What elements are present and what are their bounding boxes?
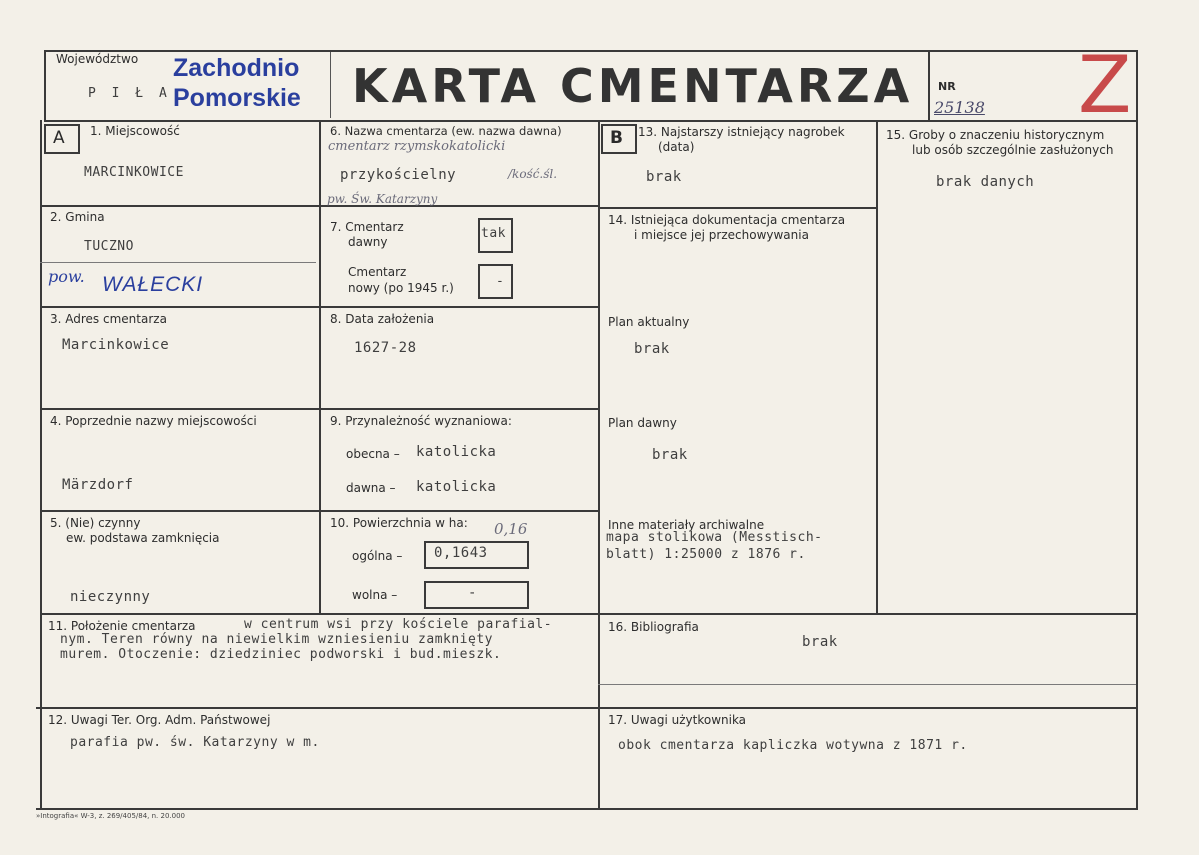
f6-handwritten-typed: /kość.śl. [508,167,558,181]
row-2-3 [40,306,320,308]
f6-handwritten-2: pw. Św. Katarzyny [327,192,438,206]
category-letter: Z [1078,41,1132,131]
f15-label-2: lub osób szczególnie zasłużonych [912,143,1114,157]
frame-right [1136,50,1138,810]
f6-typed: przykościelny [340,167,457,183]
f11-label: 11. Położenie cmentarza [48,619,196,633]
section-b-letter: B [610,128,623,148]
f10-ogolna-value: 0,1643 [434,545,488,561]
frame-top [44,50,1138,52]
f1-value: MARCINKOWICE [84,165,184,180]
f3-value: Marcinkowice [62,337,170,353]
f17-value: obok cmentarza kapliczka wotywna z 1871 r. [618,738,968,753]
f4-label: 4. Poprzednie nazwy miejscowości [50,414,257,428]
f5-label-1: 5. (Nie) czynny [50,516,141,530]
f10-ogolna-label: ogólna – [352,549,403,563]
f9-obecna-value: katolicka [416,444,497,460]
f9-obecna-label: obecna – [346,447,400,461]
row-1-2 [40,205,320,207]
powiat-stamp: WAŁECKI [102,273,204,296]
f2-value: TUCZNO [84,239,134,254]
f3-label: 3. Adres cmentarza [50,312,167,326]
pow-handwritten: pow. [48,267,85,286]
f8-label: 8. Data założenia [330,312,435,326]
f8-value: 1627-28 [354,340,417,356]
f13-label-1: 13. Najstarszy istniejący nagrobek [638,125,845,139]
col-div-1 [319,120,321,614]
row-3-4 [40,408,320,410]
f2-label: 2. Gmina [50,210,105,224]
card-title: KARTA CMENTARZA [352,59,914,113]
f14-label-2: i miejsce jej przechowywania [634,228,809,242]
nr-label: NR [938,80,956,93]
f7-label-1: 7. Cmentarz [330,220,404,234]
f11-text-1: w centrum wsi przy kościele parafial- [244,617,553,632]
voivodeship-stamp-line1: Zachodnio [173,54,300,82]
plan-dawny-value: brak [652,447,688,463]
f10-wolna-value: - [468,585,477,601]
row-13-14 [598,207,878,209]
f17-label: 17. Uwagi użytkownika [608,713,747,727]
row-9-10 [319,510,599,512]
f1-label: 1. Miejscowość [90,124,180,138]
inne-materialy-value-2: blatt) 1:25000 z 1876 r. [606,547,806,562]
inne-materialy-value-1: mapa stolikowa (Messtisch- [606,530,823,545]
frame-left [44,50,46,120]
f11-text-3: murem. Otoczenie: dziedziniec podworski i bud.mieszk. [60,647,502,662]
row-7-8 [319,306,599,308]
printer-note: »Intografia« W-3, z. 269/405/84, n. 20.000 [36,812,185,820]
f7b-value: - [496,274,505,289]
f9-label: 9. Przynależność wyznaniowa: [330,414,512,428]
plan-aktualny-value: brak [634,341,670,357]
f9-dawna-label: dawna – [346,481,396,495]
f7b-label-2: nowy (po 1945 r.) [348,281,454,295]
f12-value: parafia pw. św. Katarzyny w m. [70,735,320,750]
nr-value: 25138 [934,98,985,117]
row-11-12 [36,707,1138,709]
row-5-11 [40,613,1138,615]
f10-label: 10. Powierzchnia w ha: [330,516,468,530]
row-gmina-split [40,262,316,263]
f11-text-2: nym. Teren równy na niewielkim wzniesieniu zamknięty [60,632,493,647]
f6-label: 6. Nazwa cmentarza (ew. nazwa dawna) [330,124,562,138]
f7-label-2: dawny [348,235,388,249]
f13-label-2: (data) [658,140,695,154]
plan-aktualny-label: Plan aktualny [608,315,690,329]
f6-handwritten-1: cmentarz rzymskokatolicki [328,139,506,154]
frame-bottom [36,808,1138,810]
f7b-label-1: Cmentarz [348,265,407,279]
f10-handwritten: 0,16 [494,520,528,538]
row-8-9 [319,408,599,410]
f16-label: 16. Bibliografia [608,620,699,634]
voivodeship-stamp-line2: Pomorskie [173,84,301,112]
f5-label-2: ew. podstawa zamknięcia [66,531,220,545]
nr-divider [928,50,930,120]
f14-label-1: 14. Istniejąca dokumentacja cmentarza [608,213,846,227]
section-a-letter: A [53,128,65,148]
plan-dawny-label: Plan dawny [608,416,677,430]
wojewodztwo-label: Województwo [56,52,139,66]
inne-materialy-label: Inne materiały archiwalne [608,518,765,532]
f9-dawna-value: katolicka [416,479,497,495]
f12-label: 12. Uwagi Ter. Org. Adm. Państwowej [48,713,271,727]
f15-value: brak danych [936,174,1035,190]
f16-value: brak [802,634,838,650]
col-div-3 [876,120,878,614]
wojewodztwo-typed: P I Ł A [88,86,171,101]
row-16-split [598,684,1136,685]
header-bottom [44,120,1138,122]
f10-wolna-label: wolna – [352,588,398,602]
f4-value: Märzdorf [62,477,134,493]
row-4-5 [40,510,320,512]
stamp-divider [330,52,331,118]
f5-value: nieczynny [70,589,151,605]
f7-value: tak [481,226,506,241]
f13-value: brak [646,169,682,185]
f15-label-1: 15. Groby o znaczeniu historycznym [886,128,1105,142]
